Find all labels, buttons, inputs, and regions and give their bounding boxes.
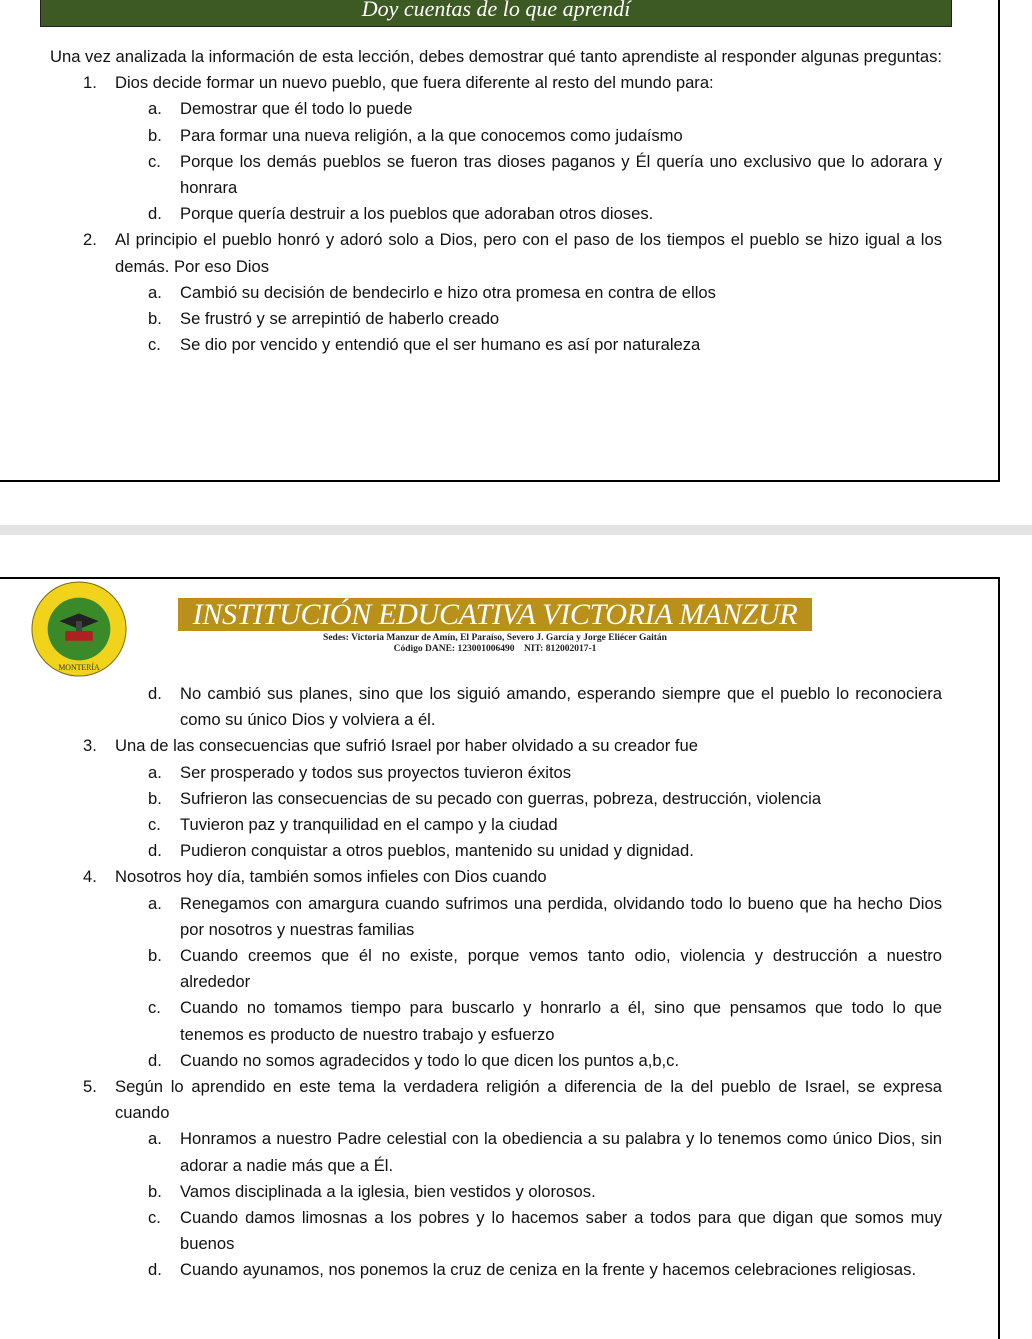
option-letter: d. [148,204,162,224]
option-text: Vamos disciplinada a la iglesia, bien vestidos y olorosos. [180,1181,596,1201]
option-text: Pudieron conquistar a otros pueblos, mantenido su unidad y dignidad. [180,841,694,861]
svg-text:MONTERÍA: MONTERÍA [58,663,100,673]
option-text: Para formar una nueva religión, a la que conocemos como judaísmo [180,125,683,145]
question-list [50,681,942,1284]
question [50,1074,942,1126]
option-letter: d. [148,1260,162,1280]
question-text: Según lo aprendido en este tema la verdadera religión a diferencia de la del pueblo de Israel, se expresa cuando [115,1077,942,1123]
answer-option [50,1126,942,1178]
option-text: Tuvieron paz y tranquilidad en el campo y la ciudad [180,815,558,835]
question-text: Una de las consecuencias que sufrió Israel por haber olvidado a su creador fue [115,736,698,756]
page-2-content [50,681,942,1284]
answer-option [50,280,942,306]
option-text: Sufrieron las consecuencias de su pecado con guerras, pobreza, destrucción, violencia [180,788,822,808]
institution-sedes: Sedes: Victoria Manzur de Amín, El Paraíso, Severo J. García y Jorge Eliécer Gaitán [323,633,667,643]
option-letter: b. [148,788,162,808]
option-letter: b. [148,309,162,329]
option-text: Demostrar que él todo lo puede [180,99,413,119]
option-letter: a. [148,282,162,302]
institution-details [178,633,812,655]
option-letter: b. [148,946,162,966]
option-text: Cuando creemos que él no existe, porque vemos tanto odio, violencia y destrucción a nuestro alrededor [180,946,942,992]
option-text: Renegamos con amargura cuando sufrimos una perdida, olvidando todo lo bueno que ha hecho Dios por nosotros y nuestras familias [180,893,942,939]
answer-option [50,1205,942,1257]
answer-option [50,943,942,995]
answer-option [50,786,942,812]
option-letter: c. [148,151,161,171]
option-letter: b. [148,125,162,145]
answer-option [50,1048,942,1074]
option-letter: c. [148,1208,161,1228]
question-text: Al principio el pueblo honró y adoró solo a Dios, pero con el paso de los tiempos el pueblo se hizo igual a los demás. Por eso Dios [115,230,942,276]
option-letter: b. [148,1181,162,1201]
answer-option [50,891,942,943]
option-letter: c. [148,335,161,355]
question [50,227,942,279]
option-letter: d. [148,841,162,861]
option-letter: a. [148,99,162,119]
answer-option [50,812,942,838]
option-text: Porque los demás pueblos se fueron tras dioses paganos y Él quería uno exclusivo que lo adorara y honrara [180,151,942,198]
option-text: Cuando damos limosnas a los pobres y lo hacemos saber a todos para que digan que somos muy buenos [180,1208,942,1254]
option-letter: a. [148,1129,162,1149]
answer-option [50,123,942,149]
question-number: 5. [83,1077,97,1097]
answer-option [50,760,942,786]
answer-option [50,306,942,332]
option-text: No cambió sus planes, sino que los siguió amando, esperando siempre que el pueblo lo reconociera como su único Dios y volviera a él. [180,684,942,730]
question-text: Nosotros hoy día, también somos infieles con Dios cuando [115,867,547,887]
institution-name: INSTITUCIÓN EDUCATIVA VICTORIA MANZUR [178,598,812,631]
option-letter: d. [148,684,162,703]
answer-option [50,995,942,1047]
option-letter: c. [148,815,161,835]
question [50,733,942,759]
option-letter: c. [148,998,161,1018]
option-text: Se dio por vencido y entendió que el ser humano es así por naturaleza [180,335,701,355]
intro-text: Una vez analizada la información de esta lección, debes demostrar qué tanto aprendiste al responder algunas preguntas: [50,47,943,66]
answer-option [50,1179,942,1205]
page-1-content [50,44,942,358]
answer-option [50,681,942,733]
question-number: 3. [83,736,97,756]
answer-option [50,838,942,864]
question-text: Dios decide formar un nuevo pueblo, que fuera diferente al resto del mundo para: [115,73,714,93]
option-text: Cuando no somos agradecidos y todo lo que dicen los puntos a,b,c. [180,1050,680,1070]
school-logo-icon [30,580,128,678]
question [50,864,942,890]
option-text: Honramos a nuestro Padre celestial con la obediencia a su palabra y lo tenemos como único Dios, sin adorar a nadie más que a Él. [180,1129,942,1175]
option-text: Ser prosperado y todos sus proyectos tuvieron éxitos [180,762,572,782]
institution-codes: Código DANE: 123001006490 NIT: 812002017-1 [393,644,597,654]
question [50,70,942,96]
answer-option [50,96,942,122]
option-text: Porque quería destruir a los pueblos que adoraban otros dioses. [180,204,654,224]
option-text: Se frustró y se arrepintió de haberlo creado [180,309,500,329]
option-text: Cambió su decisión de bendecirlo e hizo otra promesa en contra de ellos [180,282,716,302]
page-separator [0,525,1032,535]
answer-option [50,332,942,358]
answer-option [50,1257,942,1283]
question-number: 2. [83,230,97,250]
question-number: 4. [83,867,97,887]
option-letter: a. [148,893,162,913]
option-text: Cuando ayunamos, nos ponemos la cruz de ceniza en la frente y hacemos celebraciones religiosas. [180,1260,917,1280]
question-number: 1. [83,73,97,93]
section-title: Doy cuentas de lo que aprendí [40,0,952,27]
option-text: Cuando no tomamos tiempo para buscarlo y honrarlo a él, sino que pensamos que todo lo que tenemos es producto de nuestro trabajo y esfuerzo [180,998,942,1044]
option-letter: a. [148,762,162,782]
option-letter: d. [148,1050,162,1070]
question-list [50,70,942,358]
answer-option [50,149,942,201]
answer-option [50,201,942,227]
